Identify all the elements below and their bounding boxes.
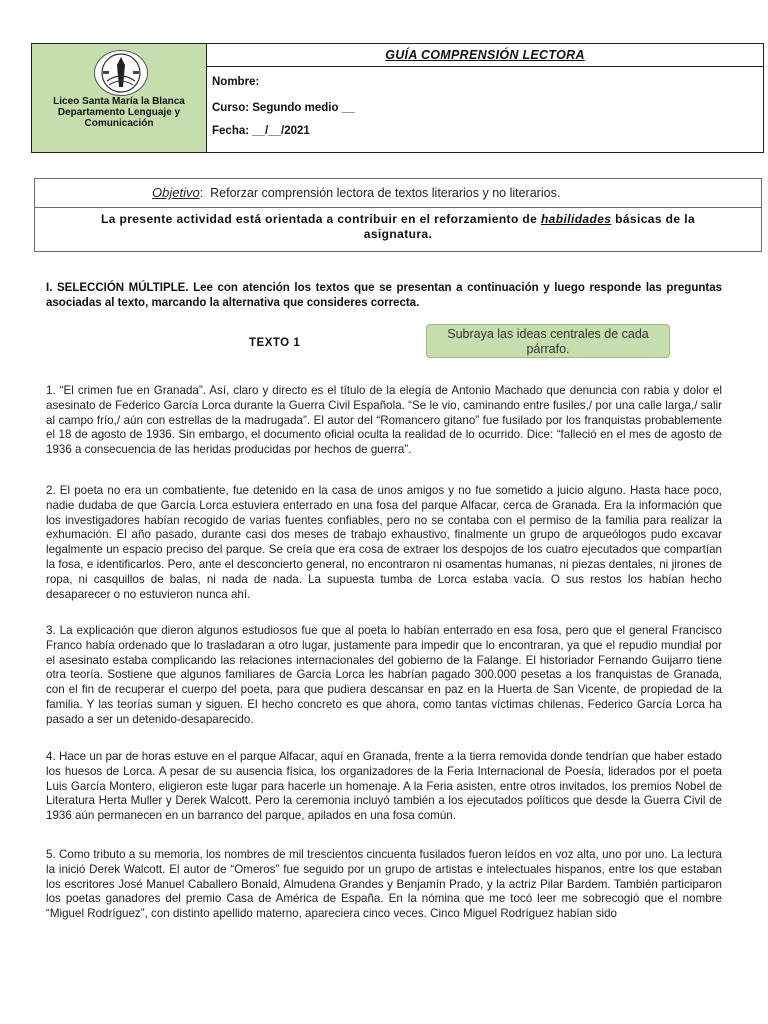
- activity-purpose: [35, 208, 761, 242]
- purpose-emphasis: habilidades: [540, 212, 612, 226]
- school-logo-icon: [94, 50, 148, 96]
- paragraph-3: 3. La explicación que dieron algunos estudiosos fue que al poeta lo habían enterrado en esa fosa, pero que el general Francisco Franco había ordenado que lo trasladaran a otro lugar, justamente para impedir que lo encontraran, ya que el repudio mundial por el asesinato estaba complicando las relaciones internacionales del gobierno de la Falange. El historiador Fernando Guijarro tiene otra teoría. Sostiene que algunos familiares de García Lorca les habrían pagado 300.000 pesetas a los franquistas de Granada, con el fin de recuperar el cuerpo del poeta, para que pudiera descansar en paz en la Huerta de San Vicente, de propiedad de la familia. Y las teorías suman y siguen. El hecho concreto es que ahora, como tantas víctimas chilenas, Federico García Lorca ha pasado a ser un detenido-desaparecido.: [46, 624, 722, 726]
- section-instruction: I. SELECCIÓN MÚLTIPLE. Lee con atención los textos que se presentan a continuación y luego responde las preguntas asociadas al texto, marcando la alternativa que consideres correcta.: [46, 282, 722, 309]
- header-table: [31, 43, 764, 153]
- purpose-after: básicas de la asignatura.: [363, 212, 696, 241]
- info-cell: [207, 44, 763, 152]
- objective-text: Reforzar comprensión lectora de textos literarios y no literarios.: [210, 186, 561, 200]
- underline-callout: Subraya las ideas centrales de cada párrafo.: [426, 324, 670, 358]
- paragraph-5: 5. Como tributo a su memoria, los nombres de mil trescientos cincuenta fusilados fueron leídos en voz alta, uno por uno. La lectura la inició Derek Walcott. El autor de “Omeros” fue seguido por un grupo de artistas e intelectuales hispanos, entre los que estaban los escritores José Manuel Caballero Bonald, Almudena Grandes y Benjamín Prado, y la actriz Pilar Bardem. También participaron los poetas ganadores del premio Casa de América de España. En la nómina que me tocó leer me sobrecogió que el nombre “Miguel Rodríguez”, con distinto apellido materno, apareciera cinco veces. Cinco Miguel Rodríguez habían sido: [46, 848, 722, 921]
- objective-colon: :: [199, 186, 204, 200]
- school-cell: [32, 44, 207, 152]
- paragraph-2: 2. El poeta no era un combatiente, fue detenido en la casa de unos amigos y no fue sometido a juicio alguno. Hasta hace poco, nadie dudaba de que García Lorca estuviera enterrado en una fosa del parque Alfacar, cerca de Granada. Era la información que los investigadores habían recogido de varias fuentes confiables, pero no se contaba con el permiso de la familia para realizar la exhumación. El año pasado, durante casi dos meses de trabajo exhaustivo, finalmente un grupo de arqueólogos pudo excavar legalmente un espacio preciso del parque. Se creía que era cosa de extraer los despojos de los cuatro ejecutados que compartían la fosa, e identificarlos. Pero, ante el desconcierto general, no encontraron ni osamentas humanas, ni piezas dentales, ni jirones de ropa, ni casquillos de balas, ni nada de nada. La supuesta tumba de Lorca estaba vacía. O sus restos los habían hecho desaparecer o no estuvieron nunca ahí.: [46, 484, 722, 601]
- purpose-before: La presente actividad está orientada a contribuir en el reforzamiento de: [100, 212, 538, 226]
- text-label: TEXTO 1: [249, 337, 301, 349]
- school-name: Liceo Santa María la Blanca Departamento Lenguaje y Comunicación: [53, 96, 185, 129]
- guide-title: GUÍA COMPRENSIÓN LECTORA: [207, 44, 763, 67]
- objective-row: [35, 179, 761, 208]
- paragraph-1: 1. “El crimen fue en Granada”. Así, claro y directo es el título de la elegía de Antonio Machado que denuncia con rabia y dolor el asesinato de Federico García Lorca durante la Guerra Civil Española. “Se le vio, caminando entre fusiles,/ por una calle larga,/ salir al campo frío,/ aún con estrellas de la madrugada”. El autor del “Romancero gitano” fue fusilado por los franquistas probablemente el 18 de agosto de 1936. Sin embargo, el documento oficial oculta la realidad de lo ocurrido. Dice: “falleció en el mes de agosto de 1936 a consecuencia de las heridas producidas por hechos de guerra”.: [46, 384, 722, 457]
- curso-field: Curso: Segundo medio __: [212, 102, 355, 114]
- nombre-field: Nombre:: [212, 76, 260, 88]
- fecha-field: Fecha: __/__/2021: [212, 125, 310, 137]
- paragraph-4: 4. Hace un par de horas estuve en el parque Alfacar, aquí en Granada, frente a la tierra removida donde tendrían que haber estado los huesos de Lorca. A pesar de su ausencia física, los organizadores de la Feria Internacional de Poesía, liderados por el poeta Luis García Montero, eligieron este lugar para hacerle un homenaje. A la Feria asisten, entre otros invitados, los premios Nobel de Literatura Herta Muller y Derek Walcott. Pero la ceremonia incluyó también a los ejecutados políticos que desde la Guerra Civil de 1936 aún permanecen en un barranco del parque, apilados en una fosa común.: [46, 750, 722, 823]
- objective-box: [34, 178, 762, 252]
- objective-label: Objetivo: [152, 185, 200, 200]
